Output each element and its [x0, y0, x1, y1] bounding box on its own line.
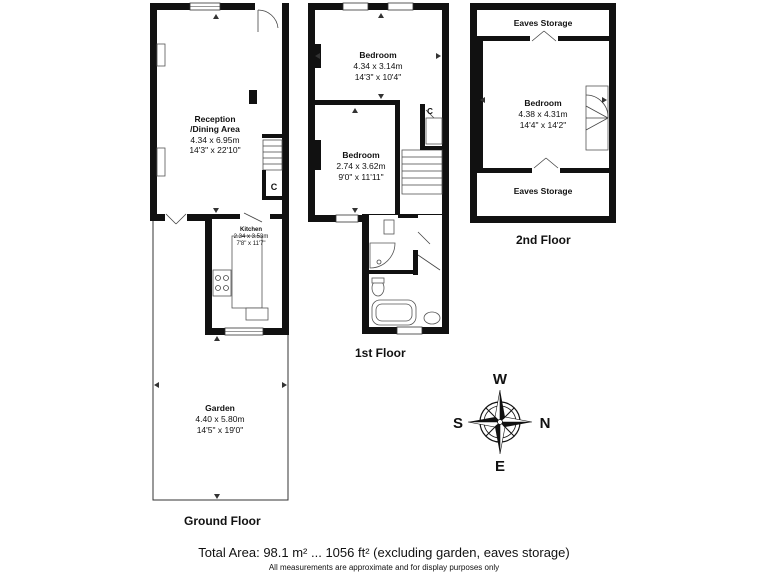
compass-south: S — [452, 415, 464, 432]
garden-metric: 4.40 x 5.80m — [195, 414, 245, 424]
bedroom-rear-imperial: 9'0" x 11'11" — [338, 172, 384, 182]
bedroom-loft-name: Bedroom — [524, 98, 562, 108]
garden-imperial: 14'5" x 19'0" — [196, 425, 244, 435]
second-floor-title: 2nd Floor — [516, 233, 571, 247]
compass-west: W — [492, 371, 508, 388]
bedroom-loft-metric: 4.38 x 4.31m — [518, 109, 568, 119]
eaves-storage-bottom: Eaves Storage — [513, 186, 573, 196]
reception-name: Reception — [194, 114, 236, 124]
bedroom-front-name: Bedroom — [359, 50, 397, 60]
eaves-storage-top: Eaves Storage — [513, 18, 573, 28]
ground-floor-title: Ground Floor — [184, 514, 261, 528]
bedroom-front-imperial: 14'3" x 10'4" — [354, 72, 402, 82]
bedroom-rear-metric: 2.74 x 3.62m — [336, 161, 386, 171]
bedroom-loft-imperial: 14'4" x 14'2" — [519, 120, 567, 130]
disclaimer-text: All measurements are approximate and for display purposes only — [268, 563, 500, 572]
reception-name-2: /Dining Area — [190, 124, 240, 134]
kitchen-name: Kitchen — [239, 227, 263, 233]
ground-cupboard-mark: C — [270, 182, 278, 192]
first-cupboard-mark: C — [427, 107, 433, 116]
kitchen-imperial: 7'8" x 11'7" — [236, 241, 266, 247]
total-area-text: Total Area: 98.1 m² ... 1056 ft² (excluding garden, eaves storage) — [198, 545, 570, 560]
reception-imperial: 14'3" x 22'10" — [189, 145, 241, 155]
garden-name: Garden — [205, 403, 235, 413]
bedroom-rear-name: Bedroom — [342, 150, 380, 160]
first-floor-title: 1st Floor — [355, 346, 406, 360]
reception-metric: 4.34 x 6.95m — [190, 135, 240, 145]
kitchen-metric: 2.34 x 3.53m — [233, 234, 269, 240]
bedroom-front-metric: 4.34 x 3.14m — [353, 61, 403, 71]
compass-north: N — [539, 415, 551, 432]
compass-rose — [468, 390, 532, 454]
compass-east: E — [494, 458, 506, 475]
